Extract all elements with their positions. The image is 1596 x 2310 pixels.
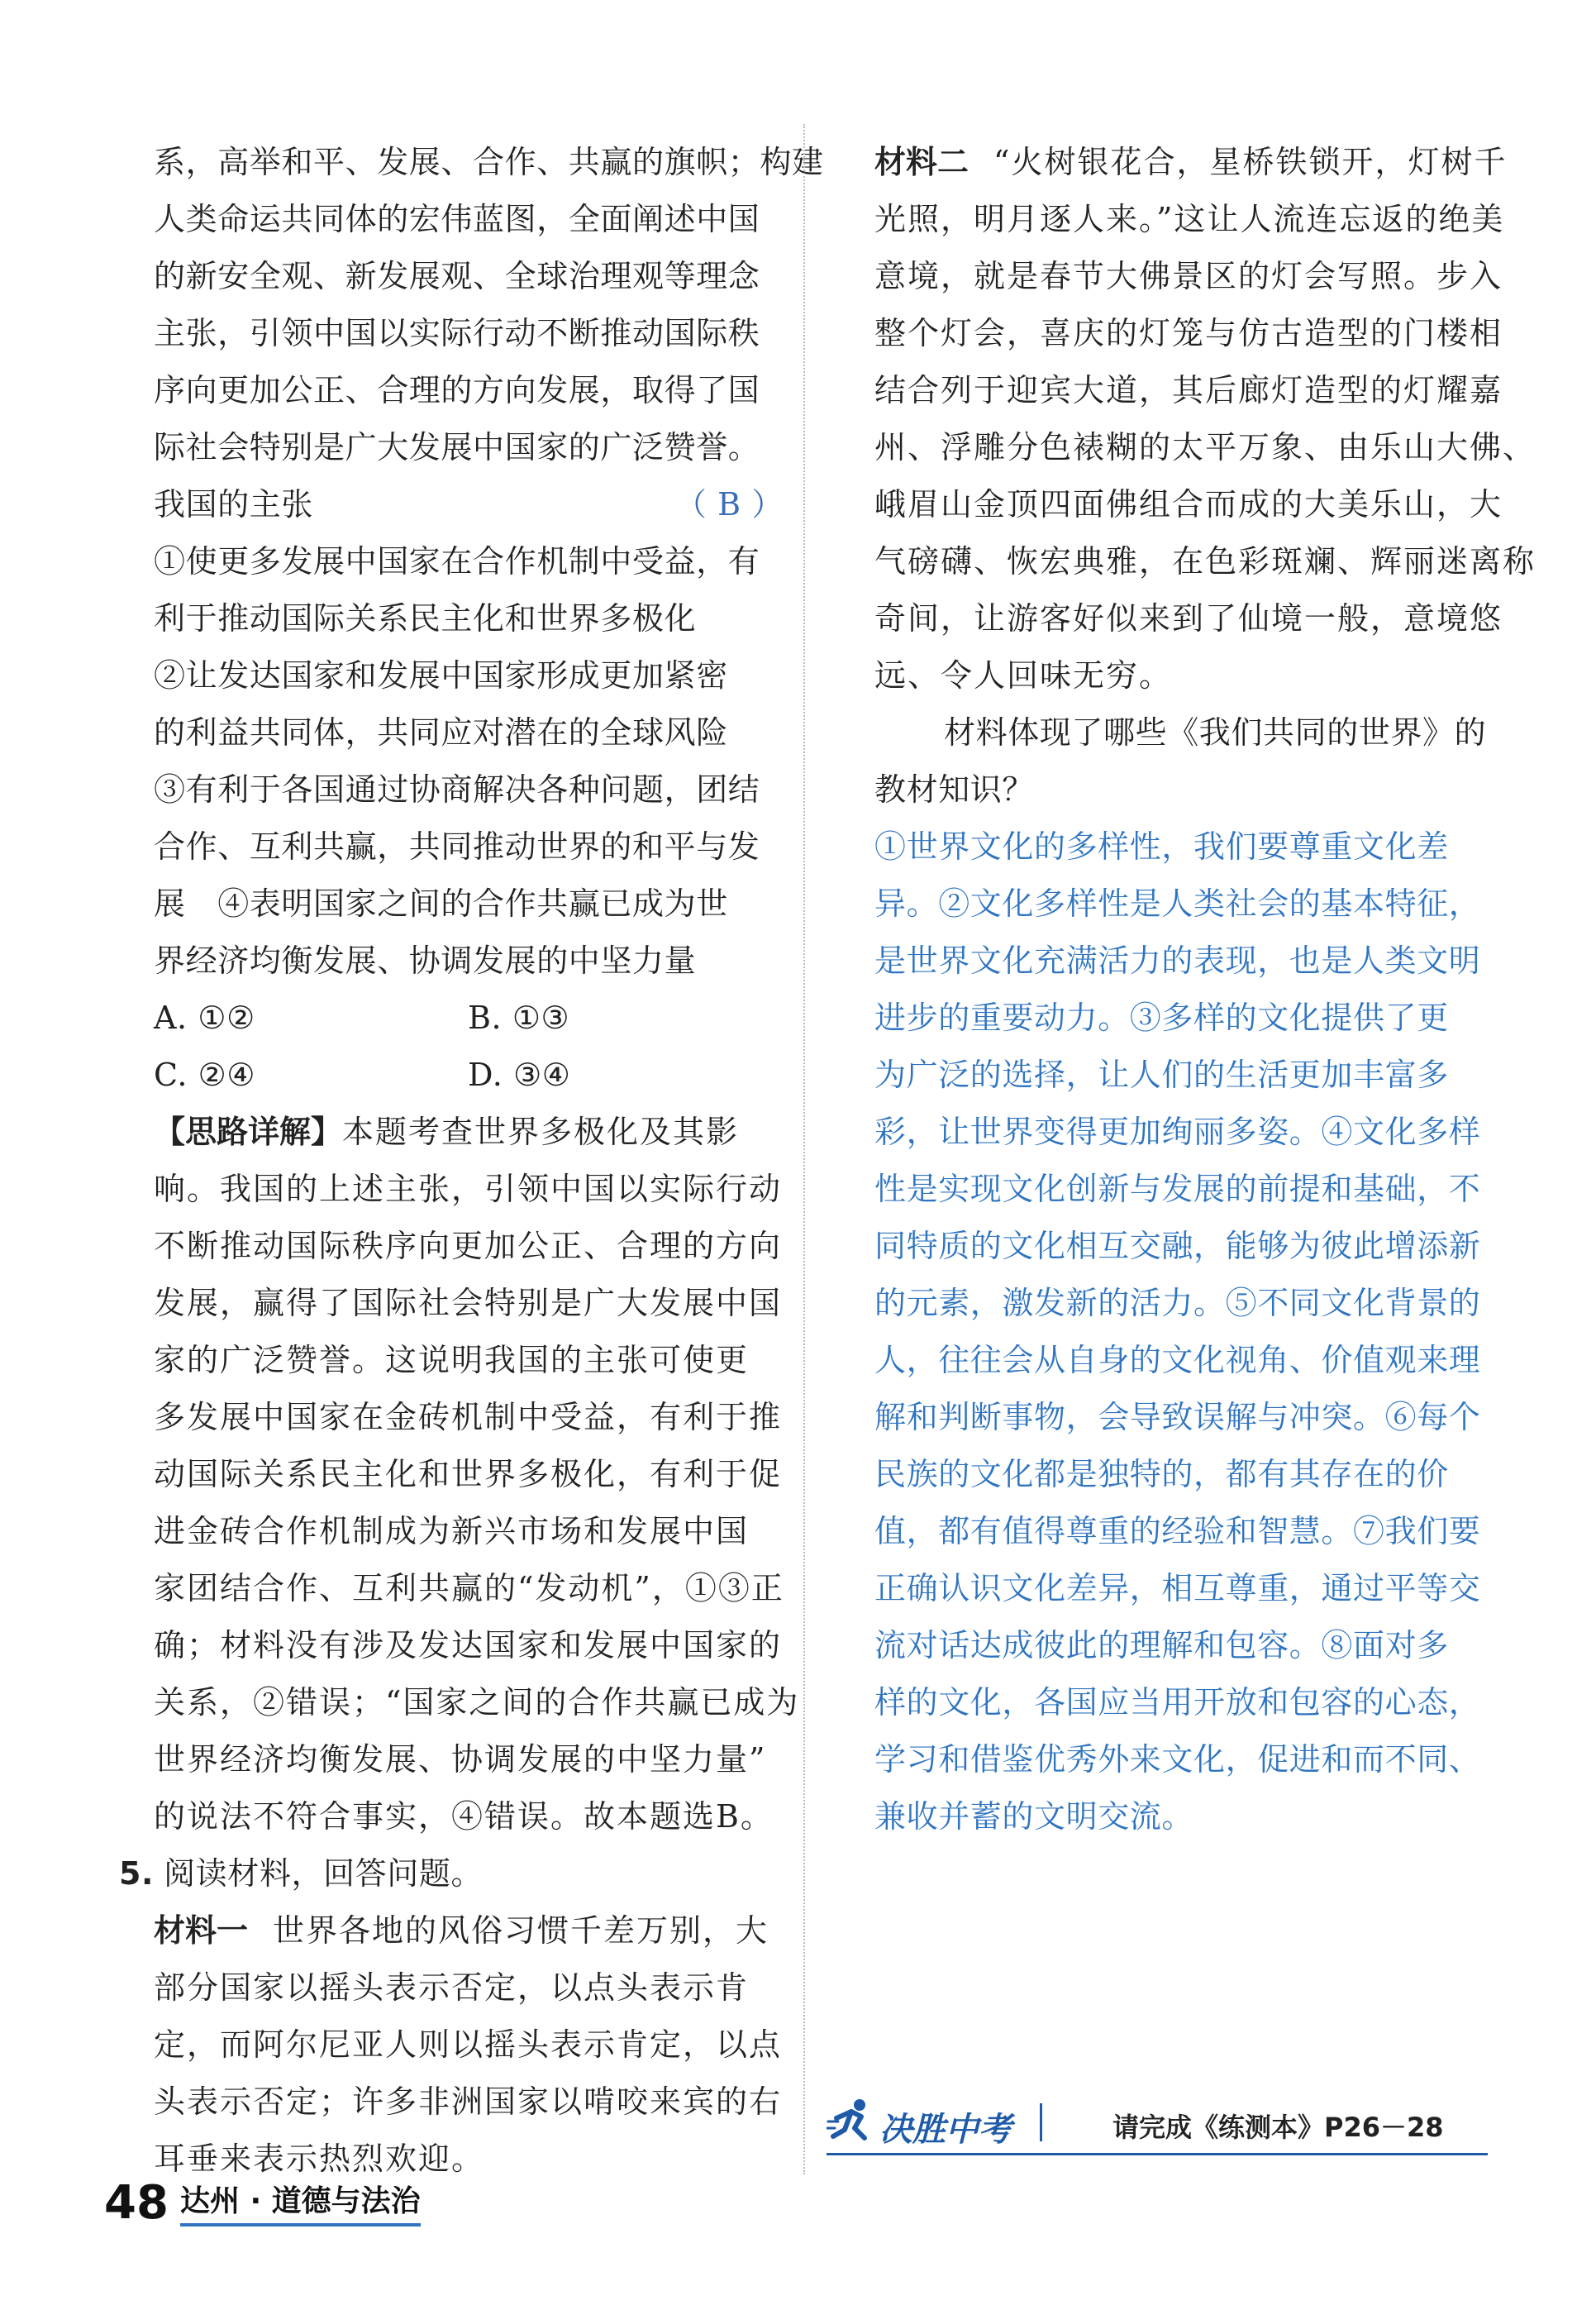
- answer-line: 值，都有值得尊重的经验和智慧。⑦我们要: [874, 1513, 1481, 1549]
- answer-line: 性是实现文化创新与发展的前提和基础，不: [874, 1171, 1481, 1207]
- analysis-line: 的说法不符合事实，④错误。故本题选B。: [154, 1798, 774, 1835]
- material2-line: 气磅礴、恢宏典雅，在色彩斑斓、辉丽迷离称: [874, 543, 1536, 580]
- left-column: [119, 134, 824, 2188]
- answer-line: 为广泛的选择，让人们的生活更加丰富多: [874, 1057, 1449, 1093]
- answer-line: 人，往往会从自身的文化视角、价值观来理: [874, 1342, 1481, 1378]
- question-line: 教材知识？: [874, 771, 1035, 808]
- analysis-first-line: [154, 1104, 790, 1161]
- q5-title: 阅读材料，回答问题。: [164, 1855, 484, 1892]
- banner-separator: [1040, 2103, 1042, 2141]
- material1-text: 世界各地的风俗习惯千差万别，大: [273, 1912, 769, 1949]
- q4-text-line: 人类命运共同体的宏伟蓝图，全面阐述中国: [154, 201, 760, 237]
- material2-line: 结合列于迎宾大道，其后廊灯造型的灯耀嘉: [874, 372, 1503, 408]
- material1-label: 材料一: [154, 1912, 249, 1949]
- question-stem: 我国的主张: [154, 486, 314, 523]
- statement-line: ①使更多发展中国家在合作机制中受益，有: [154, 543, 760, 580]
- q4-text-line: 序向更加公正、合理的方向发展，取得了国: [154, 372, 760, 408]
- options-row: [154, 990, 790, 1047]
- analysis-text: 本题考查世界多极化及其影: [342, 1114, 740, 1150]
- column-divider: [803, 124, 805, 2174]
- material2-line: 奇间，让游客好似来到了仙境一般，意境悠: [874, 600, 1503, 637]
- right-column: [874, 134, 1536, 1845]
- book-title: 达州 · 道德与法治: [180, 2178, 421, 2226]
- material2-first-line: [874, 134, 1511, 191]
- statement-line: 利于推动国际关系民主化和世界多极化: [154, 600, 697, 637]
- analysis-line: 多发展中国家在金砖机制中受益，有利于推: [154, 1399, 783, 1435]
- option-c: C. ②④: [154, 1057, 256, 1093]
- statement-line: ②让发达国家和发展中国家形成更加紧密: [154, 657, 728, 694]
- analysis-line: 响。我国的上述主张，引领中国以实际行动: [154, 1171, 783, 1207]
- answer-line: 同特质的文化相互交融，能够为彼此增添新: [874, 1228, 1481, 1264]
- analysis-line: 家的广泛赞誉。这说明我国的主张可使更: [154, 1342, 750, 1378]
- answer-line: 流对话达成彼此的理解和包容。⑧面对多: [874, 1627, 1449, 1663]
- banner-rule: [827, 2153, 1488, 2155]
- statement-line: 展 ④表明国家之间的合作共赢已成为世: [154, 885, 728, 922]
- practice-banner: [827, 2093, 1488, 2160]
- material1-line: 部分国家以摇头表示否定，以点头表示肯: [154, 1969, 750, 2006]
- analysis-line: 世界经济均衡发展、协调发展的中坚力量”: [154, 1741, 767, 1778]
- material1-line: 定，而阿尔尼亚人则以摇头表示肯定，以点: [154, 2026, 783, 2063]
- options-row: [154, 1047, 790, 1104]
- q4-text-line: 的新安全观、新发展观、全球治理观等理念: [154, 258, 760, 294]
- answer-mark: （ B ）: [674, 486, 784, 523]
- analysis-line: 不断推动国际秩序向更加公正、合理的方向: [154, 1228, 783, 1264]
- answer-line: 样的文化，各国应当用开放和包容的心态，: [874, 1684, 1481, 1721]
- answer-line: 兼收并蓄的文明交流。: [874, 1798, 1194, 1835]
- q5-number: 5.: [119, 1855, 155, 1892]
- practice-instruction: 请完成《练测本》P26－28: [1112, 2112, 1444, 2143]
- material2-line: 峨眉山金顶四面佛组合而成的大美乐山，大: [874, 486, 1503, 523]
- page-footer: [104, 2176, 421, 2230]
- statement-line: 的利益共同体，共同应对潜在的全球风险: [154, 714, 728, 751]
- material1-line: 头表示否定；许多非洲国家以啃咬来宾的右: [154, 2083, 783, 2120]
- answer-line: 民族的文化都是独特的，都有其存在的价: [874, 1456, 1449, 1492]
- material2-line: 远、令人回味无穷。: [874, 657, 1173, 694]
- material2-line: 意境，就是春节大佛景区的灯会写照。步入: [874, 258, 1503, 294]
- q4-text-line: 主张，引领中国以实际行动不断推动国际秩: [154, 315, 760, 351]
- statement-line: 界经济均衡发展、协调发展的中坚力量: [154, 943, 697, 979]
- analysis-label: 【思路详解】: [154, 1114, 343, 1150]
- answer-line: 正确认识文化差异，相互尊重，通过平等交: [874, 1570, 1481, 1606]
- material2-line: 光照，明月逐人来。”这让人流连忘返的绝美: [874, 201, 1505, 237]
- question-line: 材料体现了哪些《我们共同的世界》的: [944, 714, 1487, 751]
- answer-line: 学习和借鉴优秀外来文化，促进和而不同、: [874, 1741, 1481, 1778]
- analysis-line: 发展，赢得了国际社会特别是广大发展中国: [154, 1285, 783, 1321]
- material1-line: 耳垂来表示热烈欢迎。: [154, 2141, 485, 2177]
- brand-name: 决胜中考: [879, 2111, 1012, 2149]
- answer-line: ①世界文化的多样性，我们要尊重文化差: [874, 828, 1449, 865]
- question-stem-row: [154, 476, 790, 533]
- material2-text: “火树银花合，星桥铁锁开，灯树千: [993, 144, 1508, 180]
- analysis-line: 进金砖合作机制成为新兴市场和发展中国: [154, 1513, 750, 1549]
- statement-line: ③有利于各国通过协商解决各种问题，团结: [154, 771, 760, 808]
- runner-logo-icon: [827, 2097, 876, 2146]
- answer-line: 是世界文化充满活力的表现，也是人类文明: [874, 943, 1481, 979]
- answer-line: 彩，让世界变得更加绚丽多姿。④文化多样: [874, 1114, 1481, 1150]
- answer-line: 进步的重要动力。③多样的文化提供了更: [874, 1000, 1449, 1036]
- material1-first-line: [154, 1902, 790, 1959]
- page-number: 48: [104, 2176, 169, 2230]
- analysis-line: 家团结合作、互利共赢的“发动机”，①③正: [154, 1570, 784, 1606]
- material2-line: 州、浮雕分色裱糊的太平万象、由乐山大佛、: [874, 429, 1536, 465]
- answer-line: 异。②文化多样性是人类社会的基本特征，: [874, 885, 1481, 922]
- material2-line: 整个灯会，喜庆的灯笼与仿古造型的门楼相: [874, 315, 1503, 351]
- analysis-line: 关系，②错误；“国家之间的合作共赢已成为: [154, 1684, 800, 1721]
- analysis-line: 动国际关系民主化和世界多极化，有利于促: [154, 1456, 783, 1492]
- option-a: A. ①②: [154, 1000, 255, 1036]
- material2-label: 材料二: [874, 144, 970, 180]
- option-b: B. ①③: [468, 1000, 570, 1036]
- analysis-line: 确；材料没有涉及发达国家和发展中国家的: [154, 1627, 783, 1663]
- option-d: D. ③④: [468, 1057, 571, 1093]
- statement-line: 合作、互利共赢，共同推动世界的和平与发: [154, 828, 760, 865]
- answer-line: 解和判断事物，会导致误解与冲突。⑥每个: [874, 1399, 1481, 1435]
- q5-heading: [119, 1845, 790, 1902]
- q4-text-line: 系，高举和平、发展、合作、共赢的旗帜；构建: [154, 144, 824, 180]
- answer-line: 的元素，激发新的活力。⑤不同文化背景的: [874, 1285, 1481, 1321]
- q4-text-line: 际社会特别是广大发展中国家的广泛赞誉。: [154, 429, 760, 465]
